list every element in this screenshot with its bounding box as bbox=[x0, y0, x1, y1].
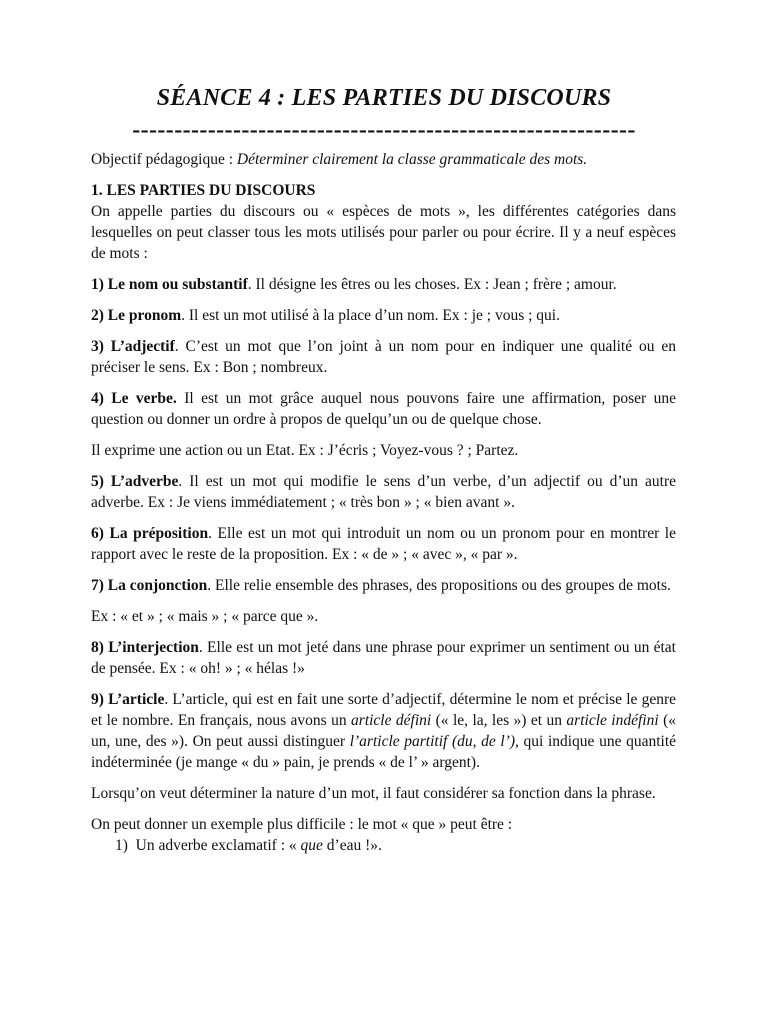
item-nom bbox=[91, 274, 676, 295]
item-text: . Il est un mot qui modifie le sens d’un verbe, d’un adjectif ou d’un autre adverbe. Ex : Je viens immédiatement ; « très bon » ; « bien avant ». bbox=[91, 473, 676, 511]
objective-line bbox=[91, 149, 676, 170]
item-label: 7) La conjonction bbox=[91, 577, 208, 594]
item-adjectif bbox=[91, 336, 676, 378]
item-text: . C’est un mot que l’on joint à un nom pour en indiquer une qualité ou en préciser le sens. Ex : Bon ; nombreux. bbox=[91, 338, 676, 376]
item-interjection bbox=[91, 637, 676, 679]
section-intro: On appelle parties du discours ou « espèces de mots », les différentes catégories dans lesquelles on peut classer tous les mots utilisés pour parler ou pour écrire. Il y a neuf espèces de mots : bbox=[91, 203, 676, 262]
objective-text: Déterminer clairement la classe grammaticale des mots. bbox=[236, 151, 588, 168]
example-emphasis: que bbox=[300, 837, 323, 854]
item-adverbe bbox=[91, 471, 676, 513]
item-label: 2) Le pronom bbox=[91, 307, 182, 324]
article-text: (« le, la, les ») et un bbox=[431, 712, 567, 729]
item-text: . Elle est un mot qui introduit un nom ou un pronom pour en montrer le rapport avec le reste de la proposition. Ex : « de » ; « avec », « par ». bbox=[91, 525, 676, 563]
title-underline: ------------------------------------------------------------ bbox=[132, 118, 636, 142]
article-text: . L’article, qui est en fait une sorte d’adjectif, détermine le nom et précise le genre et le nombre. En français, nous avons un bbox=[91, 691, 676, 729]
document-body bbox=[91, 149, 676, 866]
item-text: . Il désigne les êtres ou les choses. Ex : Jean ; frère ; amour. bbox=[247, 276, 617, 293]
item-text: Il est un mot grâce auquel nous pouvons faire une affirmation, poser une question ou donner un ordre à propos de quelqu’un ou de quelque chose. bbox=[91, 390, 677, 428]
item-article bbox=[91, 689, 676, 773]
item-preposition bbox=[91, 523, 676, 565]
page-title: SÉANCE 4 : LES PARTIES DU DISCOURS bbox=[156, 85, 612, 111]
item-verbe bbox=[91, 388, 676, 430]
section-1-heading: 1. LES PARTIES DU DISCOURS bbox=[91, 182, 316, 199]
article-text: qui indique une quantité indéterminée (je mange « du » pain, je prends « de l’ » argent). bbox=[91, 733, 677, 771]
item-conjonction-example bbox=[91, 606, 676, 627]
item-pronom bbox=[91, 305, 676, 326]
closing-paragraph: Lorsqu’on veut déterminer la nature d’un mot, il faut considérer sa fonction dans la phrase. bbox=[91, 785, 656, 802]
article-partitif: l’article partitif (du, de l’), bbox=[349, 733, 519, 750]
item-text: . Il est un mot utilisé à la place d’un nom. Ex : je ; vous ; qui. bbox=[181, 307, 560, 324]
example-text: Un adverbe exclamatif : « bbox=[127, 837, 301, 854]
item-text: . Elle est un mot jeté dans une phrase pour exprimer un sentiment ou un état de pensée. Ex : « oh! » ; « hélas !» bbox=[91, 639, 676, 677]
item-label: 1) Le nom ou substantif bbox=[91, 276, 248, 293]
item-label: 5) L’adverbe bbox=[91, 473, 179, 490]
example-list-item bbox=[91, 835, 676, 856]
article-indefini: article indéfini bbox=[566, 712, 659, 729]
item-label: 6) La préposition bbox=[91, 525, 209, 542]
section-heading bbox=[91, 180, 676, 201]
item-label: 9) L’article bbox=[91, 691, 165, 708]
item-text: . Elle relie ensemble des phrases, des propositions ou des groupes de mots. bbox=[207, 577, 671, 594]
article-text: (« un, une, des »). On peut aussi distinguer bbox=[91, 712, 676, 750]
item-text: Il exprime une action ou un Etat. Ex : J’écris ; Voyez-vous ? ; Partez. bbox=[91, 442, 519, 459]
item-conjonction bbox=[91, 575, 676, 596]
item-label: 4) Le verbe. bbox=[91, 390, 177, 407]
article-defini: article défini bbox=[351, 712, 432, 729]
example-text: d’eau !». bbox=[322, 837, 382, 854]
closing-paragraph: On peut donner un exemple plus difficile : le mot « que » peut être : bbox=[91, 816, 513, 833]
objective-label: Objectif pédagogique : bbox=[91, 151, 237, 168]
item-verbe-detail bbox=[91, 440, 676, 461]
item-label: 8) L’interjection bbox=[91, 639, 199, 656]
item-text: Ex : « et » ; « mais » ; « parce que ». bbox=[91, 608, 319, 625]
item-label: 3) L’adjectif bbox=[91, 338, 175, 355]
list-number: 1) bbox=[115, 837, 128, 854]
